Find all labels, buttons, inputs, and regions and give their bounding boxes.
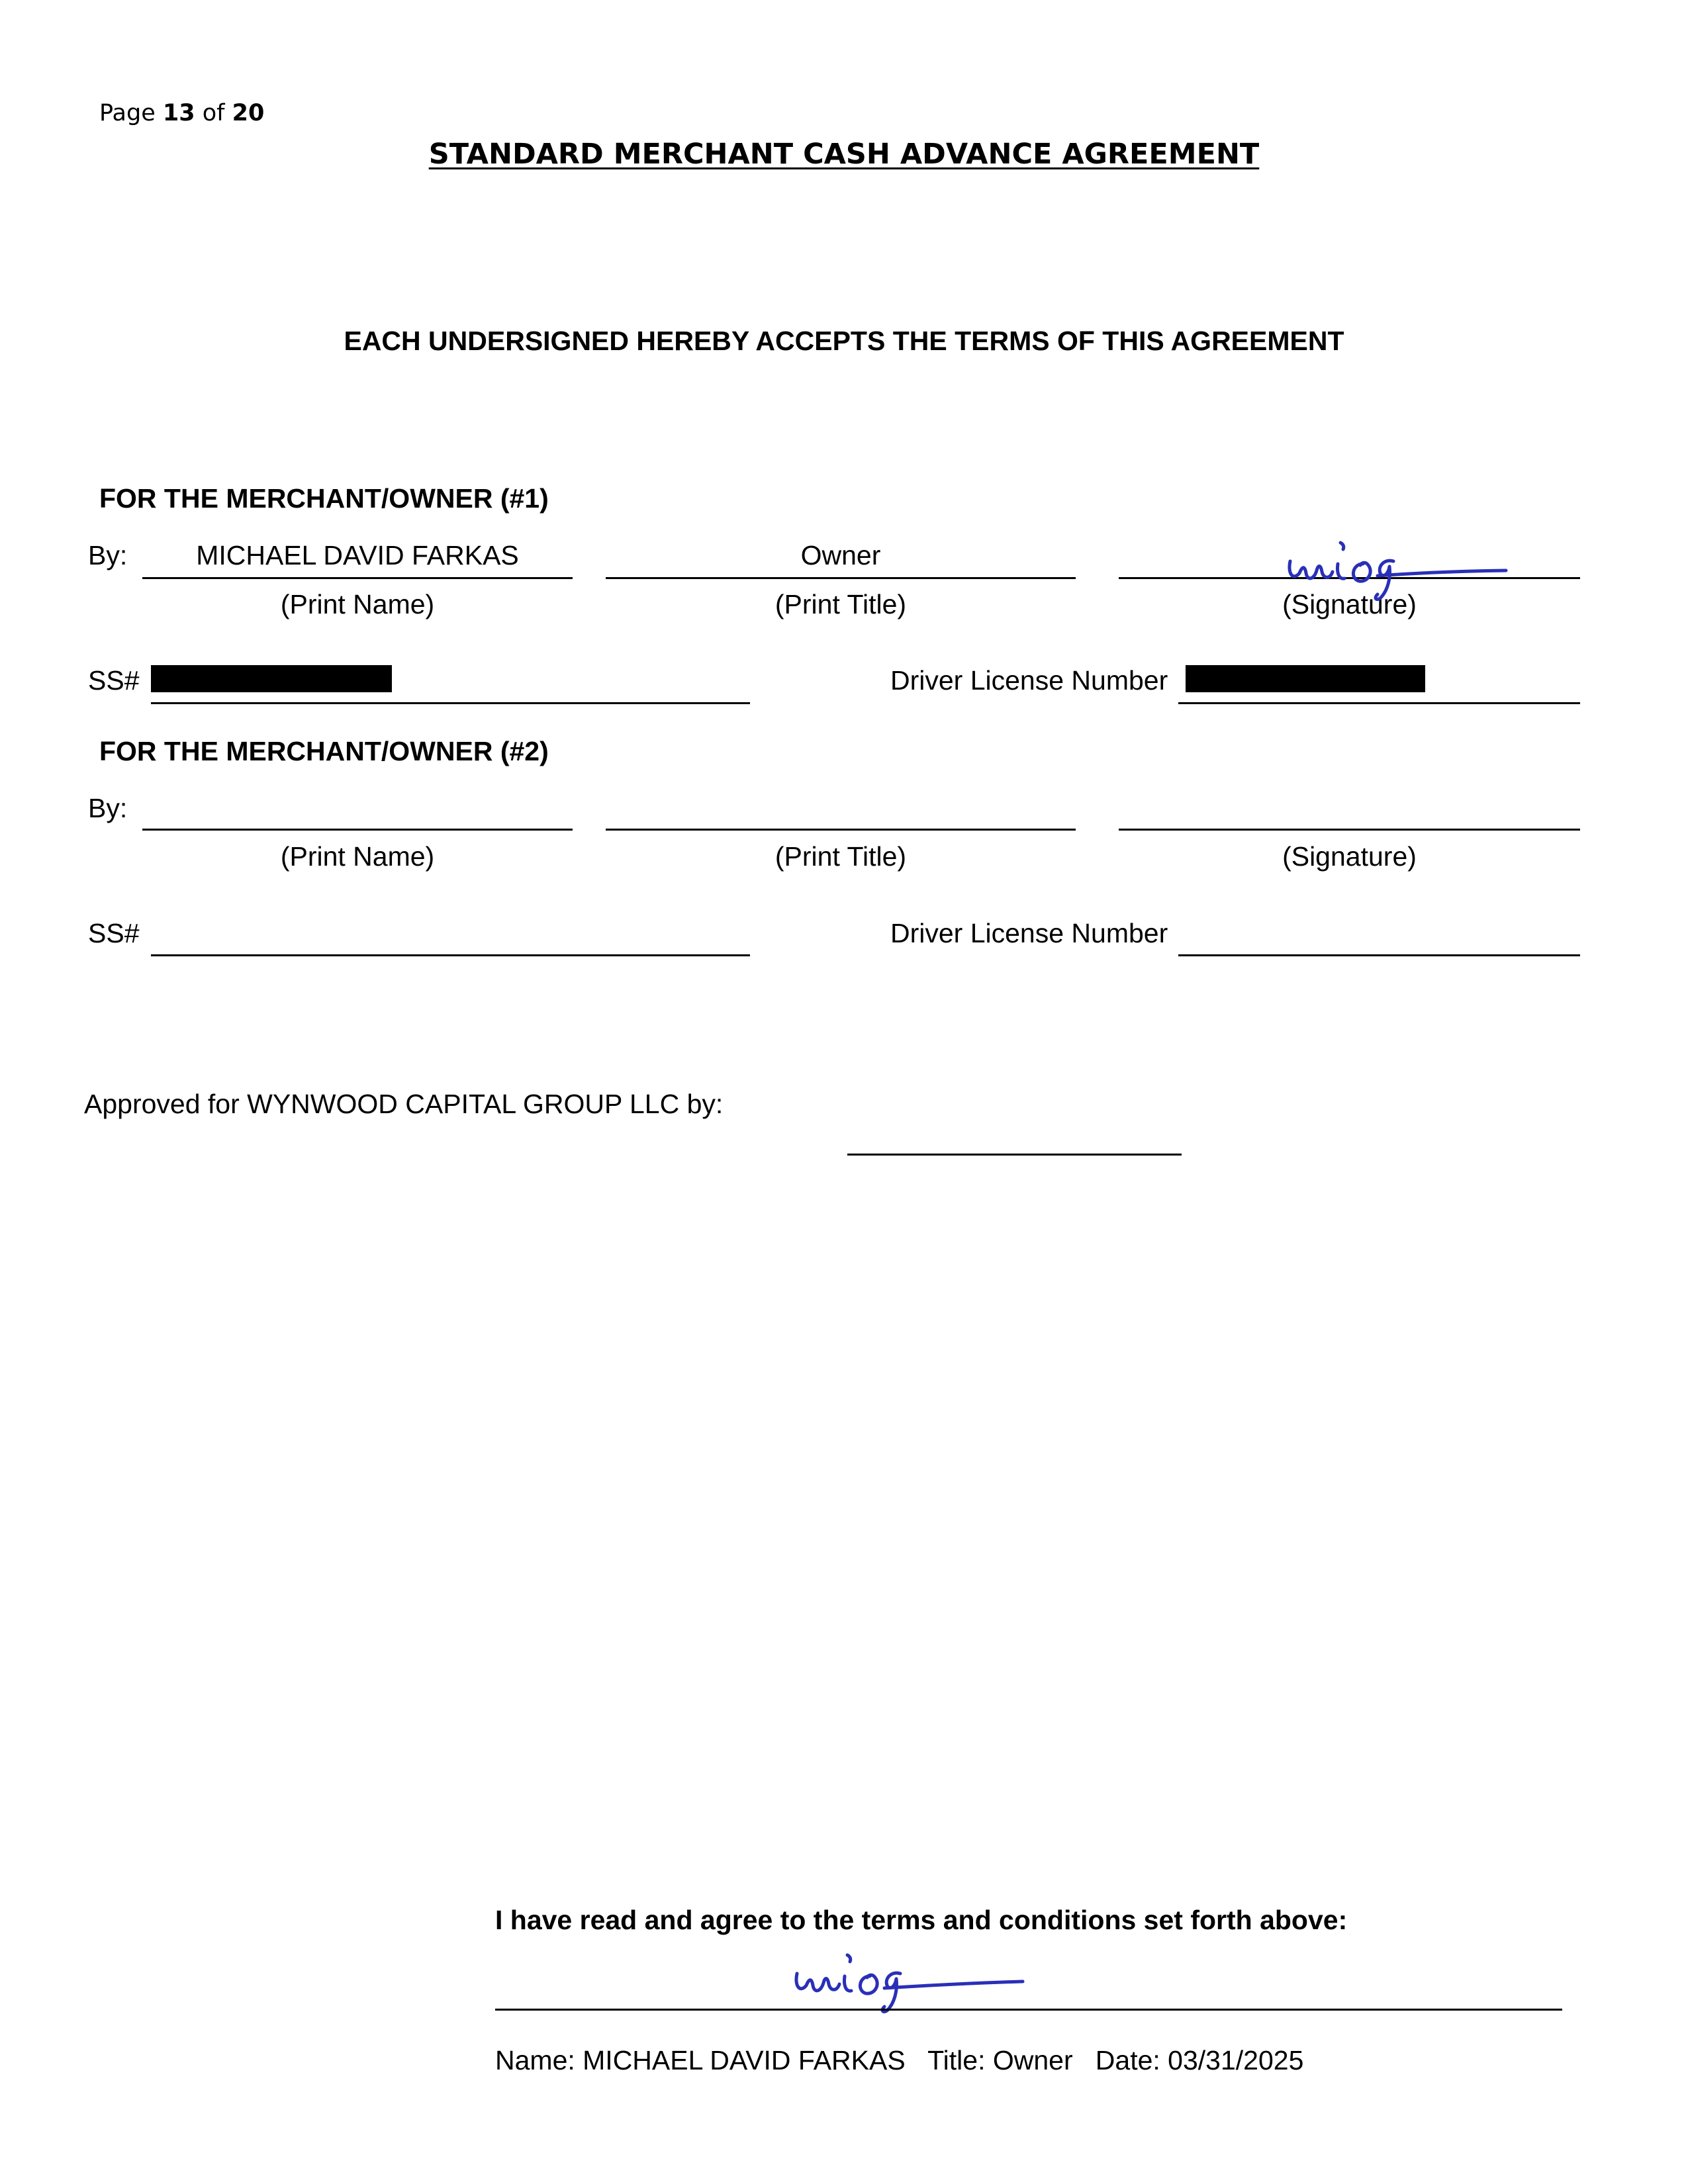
owner1-heading: FOR THE MERCHANT/OWNER (#1) (99, 483, 549, 514)
owner2-signature-caption: (Signature) (1282, 841, 1417, 872)
owner2-dl-line (1178, 954, 1580, 956)
page-indicator-prefix: Page (99, 100, 156, 126)
owner2-print-title-caption: (Print Title) (774, 841, 907, 872)
owner2-print-title-line (606, 829, 1076, 831)
owner1-dl-line (1178, 702, 1580, 704)
acceptance-heading: EACH UNDERSIGNED HEREBY ACCEPTS THE TERMS OF THIS AGREEMENT (344, 326, 1344, 356)
approval-text: Approved for WYNWOOD CAPITAL GROUP LLC by: (84, 1089, 724, 1119)
owner1-print-title-caption: (Print Title) (774, 589, 907, 619)
owner1-print-name-value: MICHAEL DAVID FARKAS (196, 540, 519, 570)
owner2-ss-line (151, 954, 750, 956)
page-current: 13 (162, 100, 195, 126)
owner1-print-title-line (606, 577, 1076, 579)
owner1-print-title-value: Owner (800, 540, 881, 570)
agreement-statement: I have read and agree to the terms and conditions set forth above: (495, 1905, 1348, 1935)
owner2-signature-line (1119, 829, 1580, 831)
agreement-signature-line (495, 2009, 1562, 2011)
owner1-by-label: By: (88, 540, 128, 570)
owner1-ss-line (151, 702, 750, 704)
owner2-heading: FOR THE MERCHANT/OWNER (#2) (99, 736, 549, 766)
owner2-print-name-caption: (Print Name) (280, 841, 435, 872)
agreement-signature-image (788, 1946, 1033, 2019)
owner1-print-name-caption: (Print Name) (280, 589, 435, 619)
approval-signature-line (847, 1154, 1182, 1156)
page-indicator (99, 100, 264, 126)
owner1-ss-label: SS# (88, 665, 140, 696)
agreement-footer: Name: MICHAEL DAVID FARKAS Title: Owner Date: 03/31/2025 (495, 2045, 1304, 2075)
owner2-print-name-line (142, 829, 573, 831)
owner2-by-label: By: (88, 793, 128, 823)
page-total: 20 (232, 100, 265, 126)
owner1-signature-caption: (Signature) (1282, 589, 1417, 619)
owner1-print-name-line (142, 577, 573, 579)
owner1-ss-redaction (151, 665, 392, 692)
owner1-signature-image (1281, 535, 1513, 608)
owner1-dl-redaction (1186, 665, 1425, 692)
document-title: STANDARD MERCHANT CASH ADVANCE AGREEMENT (428, 138, 1260, 171)
owner2-dl-label: Driver License Number (890, 918, 1168, 948)
owner2-ss-label: SS# (88, 918, 140, 948)
owner1-dl-label: Driver License Number (890, 665, 1168, 696)
page-of: of (202, 100, 225, 126)
